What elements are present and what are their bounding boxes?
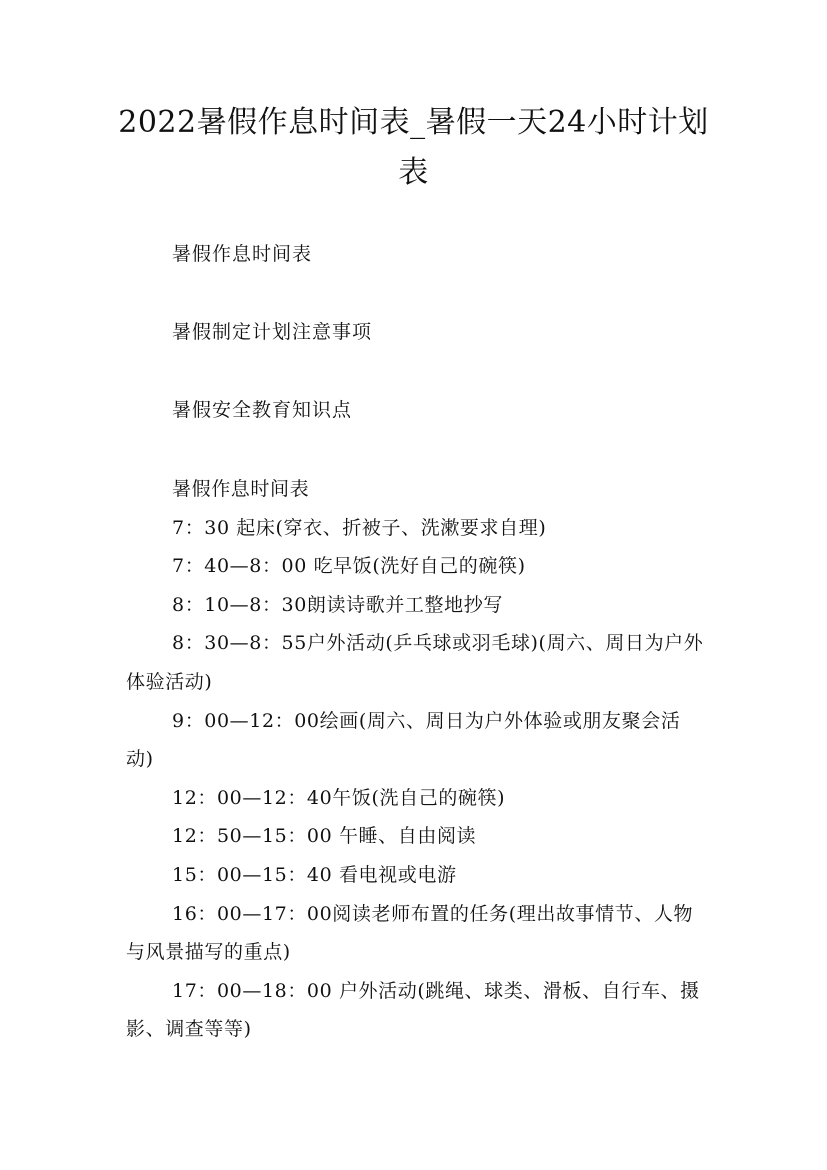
schedule-item: 17：00—18：00 户外活动(跳绳、球类、滑板、自行车、摄影、调查等等) — [126, 979, 700, 1041]
toc-item: 暑假制定计划注意事项 — [172, 321, 373, 343]
schedule-item: 12：00—12：40午饭(洗自己的碗筷) — [172, 786, 506, 809]
document-body — [126, 470, 706, 1049]
schedule-item: 15：00—15：40 看电视或电游 — [172, 863, 457, 886]
schedule-item: 9：00—12：00绘画(周六、周日为户外体验或朋友聚会活动) — [126, 709, 681, 771]
table-of-contents — [172, 236, 372, 470]
document-title: 2022暑假作息时间表_暑假一天24小时计划表 — [118, 105, 709, 190]
schedule-item: 7：40—8：00 吃早饭(洗好自己的碗筷) — [172, 555, 526, 578]
schedule-item: 16：00—17：00阅读老师布置的任务(理出故事情节、人物与风景描写的重点) — [126, 902, 694, 964]
toc-item: 暑假安全教育知识点 — [172, 399, 353, 421]
schedule-item: 7：30 起床(穿衣、折被子、洗漱要求自理) — [172, 516, 547, 539]
schedule-item: 8：10—8：30朗读诗歌并工整地抄写 — [172, 593, 503, 616]
schedule-item: 8：30—8：55户外活动(乒乓球或羽毛球)(周六、周日为户外体验活动) — [126, 632, 704, 693]
schedule-item: 12：50—15：00 午睡、自由阅读 — [172, 825, 477, 848]
toc-item: 暑假作息时间表 — [172, 243, 313, 265]
section-heading: 暑假作息时间表 — [172, 478, 310, 500]
